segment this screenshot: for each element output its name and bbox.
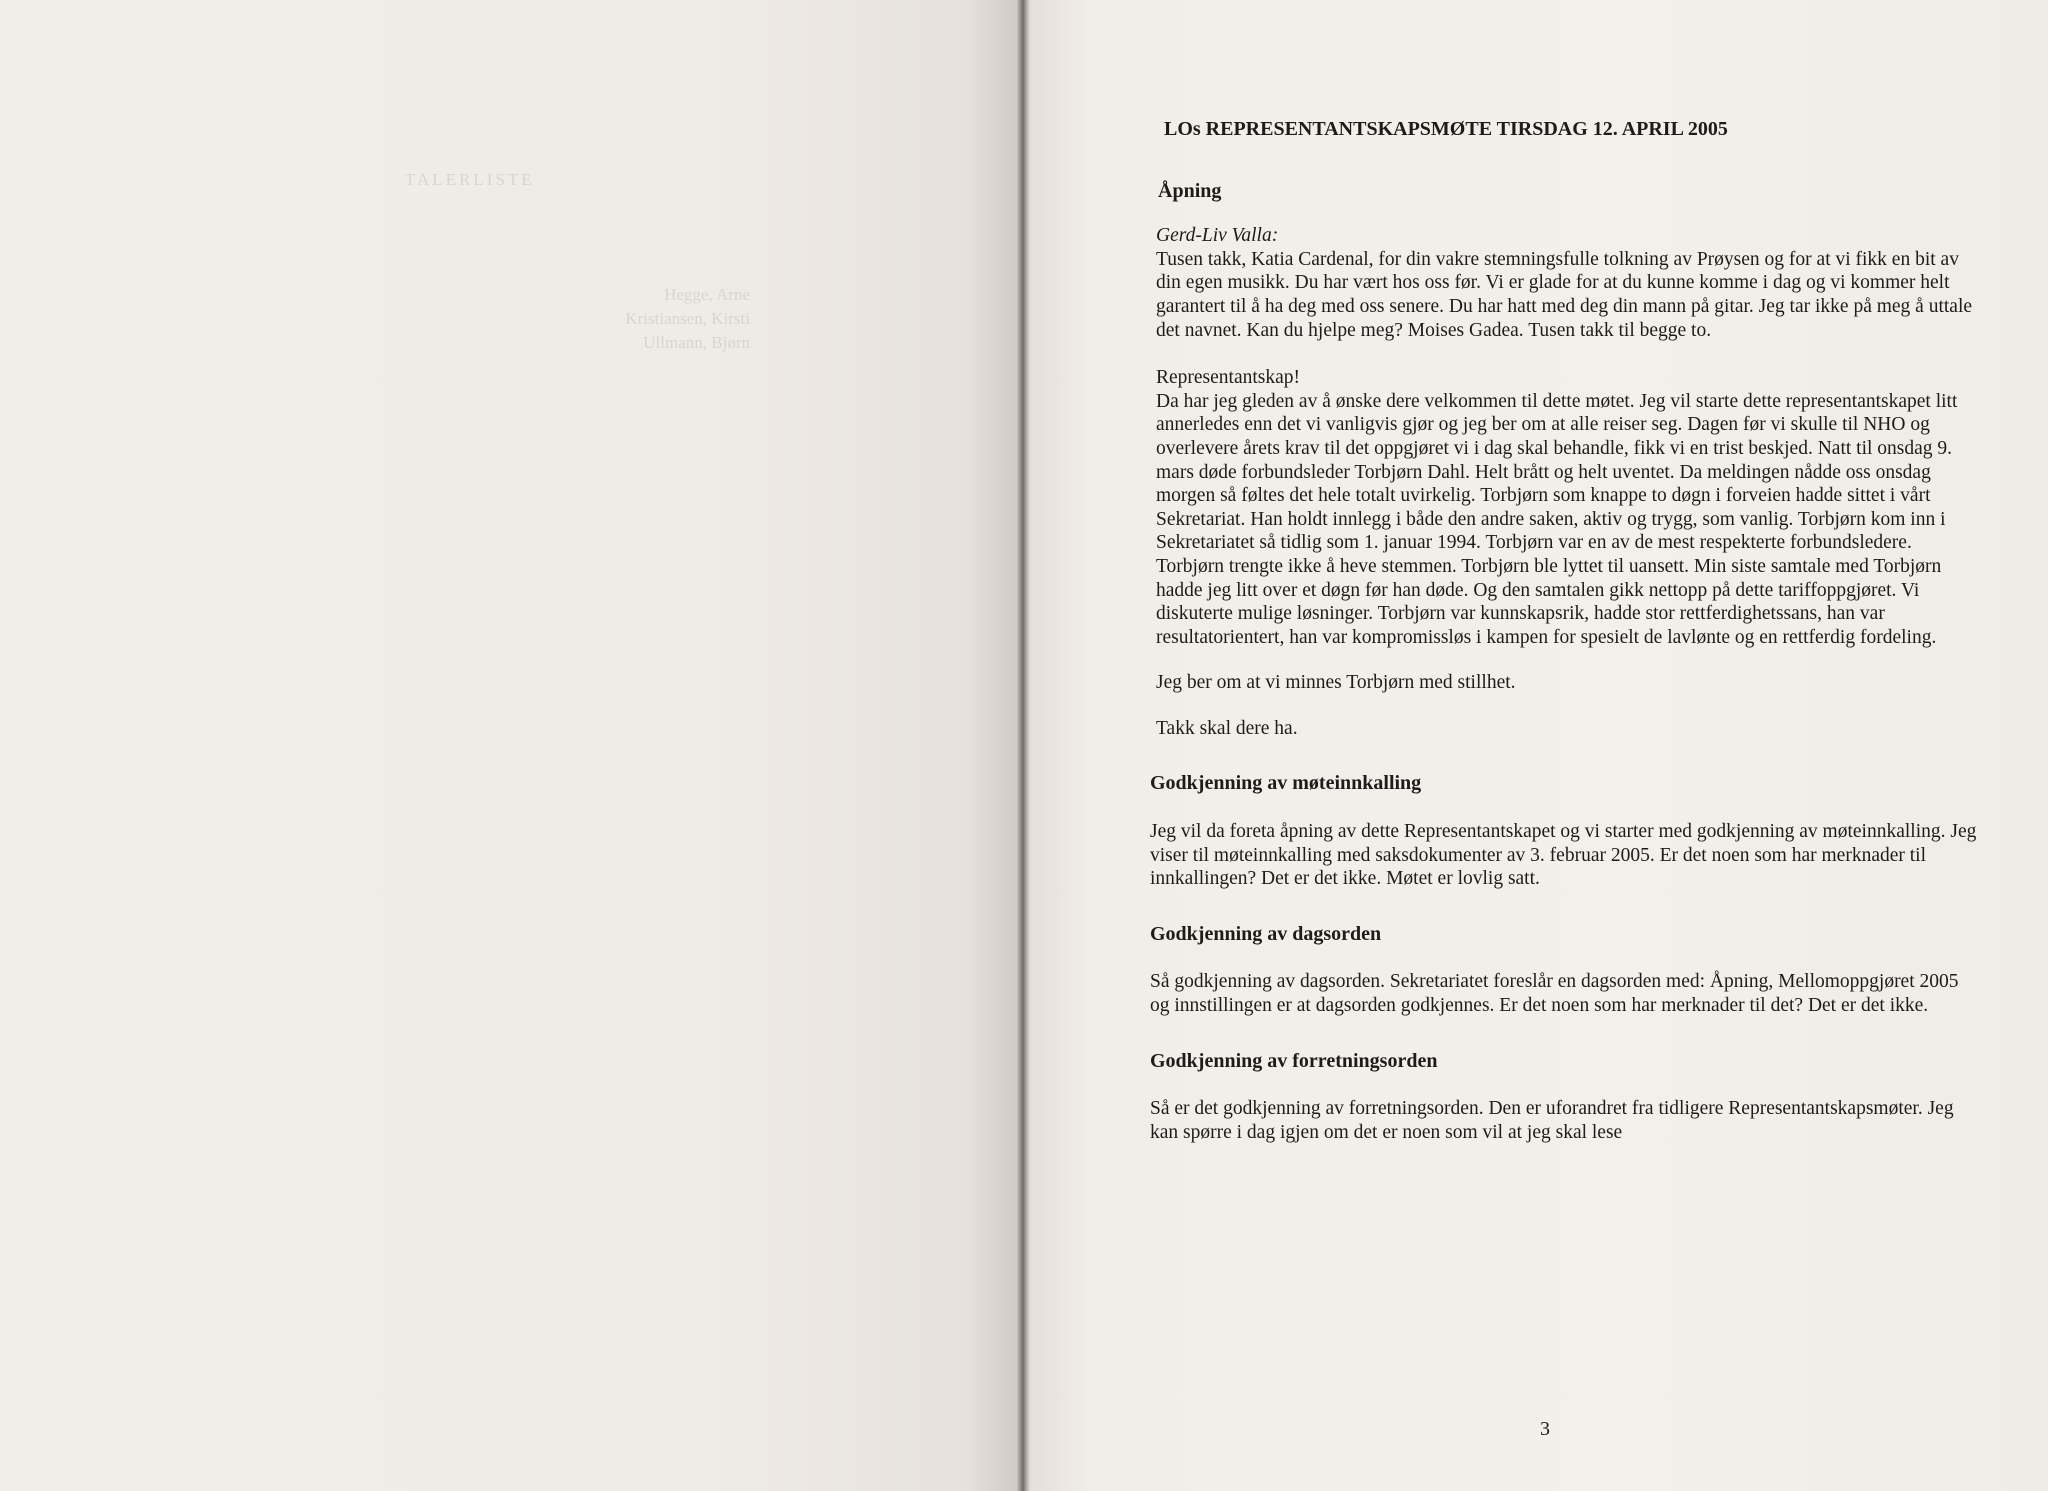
paragraph-memorial: Da har jeg gleden av å ønske dere velkommen til dette møtet. Jeg vil starte dette representantskapet litt annerledes enn det vi vanligvis gjør og jeg ber om at alle reiser seg. Dagen før vi skulle til NHO og overlevere årets krav til det oppgjøret vi i dag skal behandle, fikk vi en trist beskjed. Natt til onsdag 9. mars døde forbundsleder Torbjørn Dahl. Helt brått og helt uventet. Da meldingen nådde oss onsdag morgen så føltes det hele totalt uvirkelig. Torbjørn som knappe to døgn i forveien hadde sittet i vårt Sekretariat. Han holdt innlegg i både den andre saken, aktiv og trygg, som vanlig. Torbjørn kom inn i Sekretariatet så tidlig som 1. januar 1994. Torbjørn var en av de mest respekterte forbundsledere. Torbjørn trengte ikke å heve stemmen. Torbjørn ble lyttet til uansett. Min siste samtale med Torbjørn hadde jeg litt over et døgn før han døde. Og den samtalen gikk nettopp på dette tariffoppgjøret. Vi diskuterte mulige løsninger. Torbjørn var kunnskapsrik, hadde stor rettferdighetssans, han var resultatorientert, han var kompromissløs i kampen for spesielt de lavlønte og en rettferdig fordeling.: [1156, 390, 1958, 648]
show-through-name: Ullmann, Bjørn: [643, 333, 750, 352]
section-heading-rules: Godkjenning av forretningsorden: [1150, 1049, 1438, 1072]
speaker-name: Gerd-Liv Valla:: [1156, 225, 1279, 247]
page-number: 3: [1540, 1418, 1550, 1440]
paragraph-thanks: Takk skal dere ha.: [1156, 717, 1298, 739]
paragraph-agenda: Så godkjenning av dagsorden. Sekretariatet foreslår en dagsorden med: Åpning, Mellomoppgjøret 2005 og innstillingen er at dagsorden godkjennes. Er det noen som har merknader til det? Det er det ikke.: [1150, 971, 1959, 1017]
show-through-name: Kristiansen, Kirsti: [625, 309, 750, 328]
paragraph-meeting-notice: Jeg vil da foreta åpning av dette Representantskapet og vi starter med godkjenning av møteinnkalling. Jeg viser til møteinnkalling med saksdokumenter av 3. februar 2005. Er det noen som har merknader til innkallingen? Det er det ikke. Møtet er lovlig satt.: [1150, 821, 1977, 890]
paragraph-silence: Jeg ber om at vi minnes Torbjørn med stillhet.: [1156, 672, 1516, 694]
section-heading-agenda: Godkjenning av dagsorden: [1150, 922, 1382, 945]
paragraph-greeting: Representantskap!: [1156, 367, 1301, 389]
show-through-title: TALERLISTE: [405, 170, 535, 189]
document-body: [1150, 118, 1980, 1144]
show-through-name: Hegge, Arne: [664, 285, 750, 304]
paragraph-rules: Så er det godkjenning av forretningsorden. Den er uforandret fra tidligere Representantskapsmøter. Jeg kan spørre i dag igjen om det er noen som vil at jeg skal lese: [1150, 1098, 1954, 1143]
book-spine: [1016, 0, 1030, 1491]
show-through-names: [625, 283, 750, 355]
section-heading-opening: Åpning: [1158, 179, 1222, 202]
document-title: LOs REPRESENTANTSKAPSMØTE TIRSDAG 12. APRIL 2005: [1164, 118, 1728, 140]
section-heading-meeting-notice: Godkjenning av møteinnkalling: [1150, 772, 1422, 795]
left-page: [0, 0, 1018, 1491]
paragraph-welcome: Tusen takk, Katia Cardenal, for din vakre stemningsfulle tolkning av Prøysen og for at vi fikk en bit av din egen musikk. Du har vært hos oss før. Vi er glade for at du kunne komme i dag og vi kommer helt garantert til å ha deg med oss senere. Du har hatt med deg din mann på gitar. Jeg tar ikke på meg å uttale det navnet. Kan du hjelpe meg? Moises Gadea. Tusen takk til begge to.: [1156, 248, 1973, 341]
